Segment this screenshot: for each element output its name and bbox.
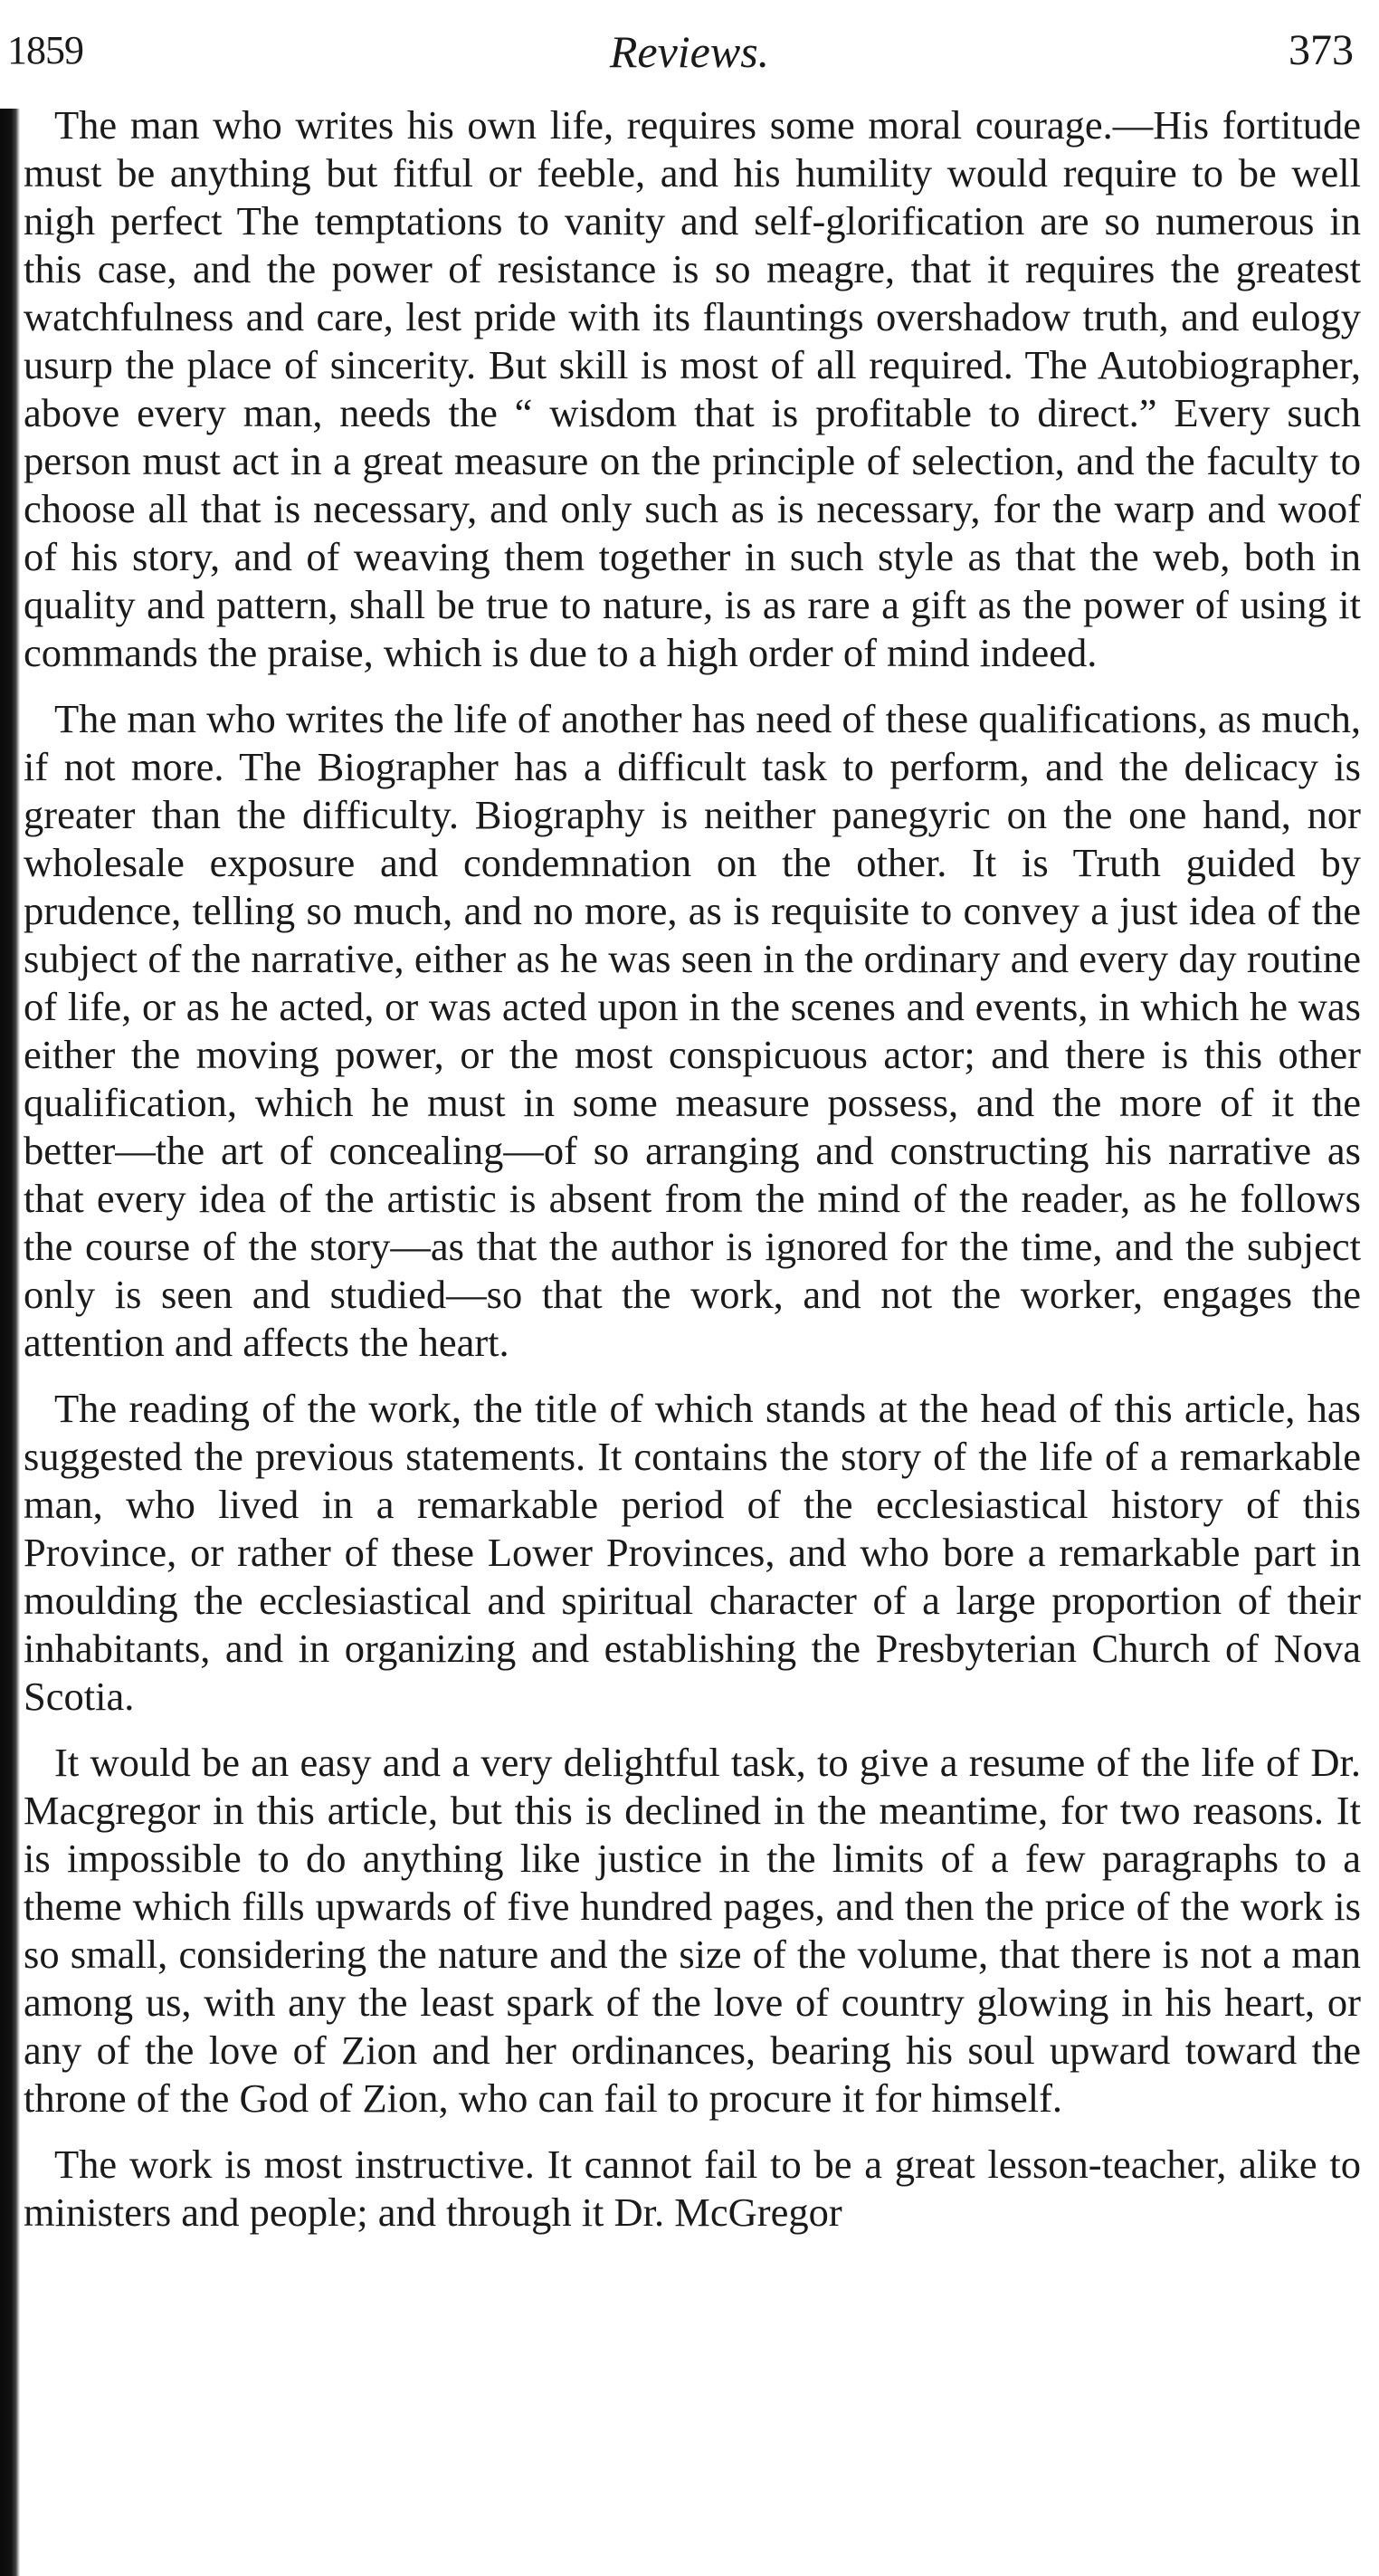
paragraph-reading-of-work: The reading of the work, the title of which stands at the head of this article, has suggested the previous statements. It contains the story of the life of a remarkable man, who lived in a remarkable period of the ecclesiastical history of this Province, or rather of these Lower Provinces, and who bore a remarkable part in moulding the ecclesiastical and spiritual character of a large proportion of their inhabitants, and in organizing and establishing the Presbyterian Church of Nova Scotia. bbox=[24, 1386, 1361, 1719]
article-body bbox=[24, 101, 1361, 2255]
running-title: Reviews. bbox=[609, 26, 770, 77]
header-year: 1859 bbox=[7, 28, 83, 72]
paragraph-resume: It would be an easy and a very delightful task, to give a resume of the life of Dr. Macgregor in this article, but this is declined in the meantime, for two reasons. It is impossible to do anything like justice in the limits of a few paragraphs to a theme which fills upwards of five hundred pages, and then the price of the work is so small, considering the nature and the size of the volume, that there is not a man among us, with any the least spark of the love of country glowing in his heart, or any of the love of Zion and her ordinances, bearing his soul upward toward the throne of the God of Zion, who can fail to procure it for himself. bbox=[24, 1740, 1361, 2121]
paragraph-biographer: The man who writes the life of another has need of these qualifications, as much, if not more. The Biographer has a difficult task to perform, and the delicacy is greater than the difficulty. Biography is neither panegyric on the one hand, nor wholesale exposure and condemnation on the other. It is Truth guided by prudence, telling so much, and no more, as is requisite to convey a just idea of the subject of the narrative, either as he was seen in the ordinary and every day routine of life, or as he acted, or was acted upon in the scenes and events, in which he was either the moving power, or the most conspicuous actor; and there is this other qualification, which he must in some measure possess, and the more of it the better—the art of concealing—of so arranging and constructing his narrative as that every idea of the artistic is absent from the mind of the reader, as he follows the course of the story—as that the author is ignored for the time, and the subject only is seen and studied—so that the work, and not the worker, engages the attention and affects the heart. bbox=[24, 696, 1361, 1365]
binding-shadow bbox=[0, 109, 20, 2576]
page-header bbox=[0, 16, 1379, 89]
page-number: 373 bbox=[1289, 26, 1354, 74]
paragraph-instructive: The work is most instructive. It cannot fail to be a great lesson-teacher, alike to ministers and people; and through it Dr. McGregor bbox=[24, 2142, 1361, 2235]
paragraph-autobiographer: The man who writes his own life, requires some moral courage.—His fortitude must be anything but fitful or feeble, and his humility would require to be well nigh perfect The temptations to vanity and self-glorification are so numerous in this case, and the power of resistance is so meagre, that it requires the greatest watchfulness and care, lest pride with its flauntings overshadow truth, and eulogy usurp the place of sincerity. But skill is most of all required. The Autobiographer, above every man, needs the “ wisdom that is profitable to direct.” Every such person must act in a great measure on the principle of selection, and the faculty to choose all that is necessary, and only such as is necessary, for the warp and woof of his story, and of weaving them together in such style as that the web, both in quality and pattern, shall be true to nature, is as rare a gift as the power of using it commands the praise, which is due to a high order of mind indeed. bbox=[24, 102, 1361, 675]
